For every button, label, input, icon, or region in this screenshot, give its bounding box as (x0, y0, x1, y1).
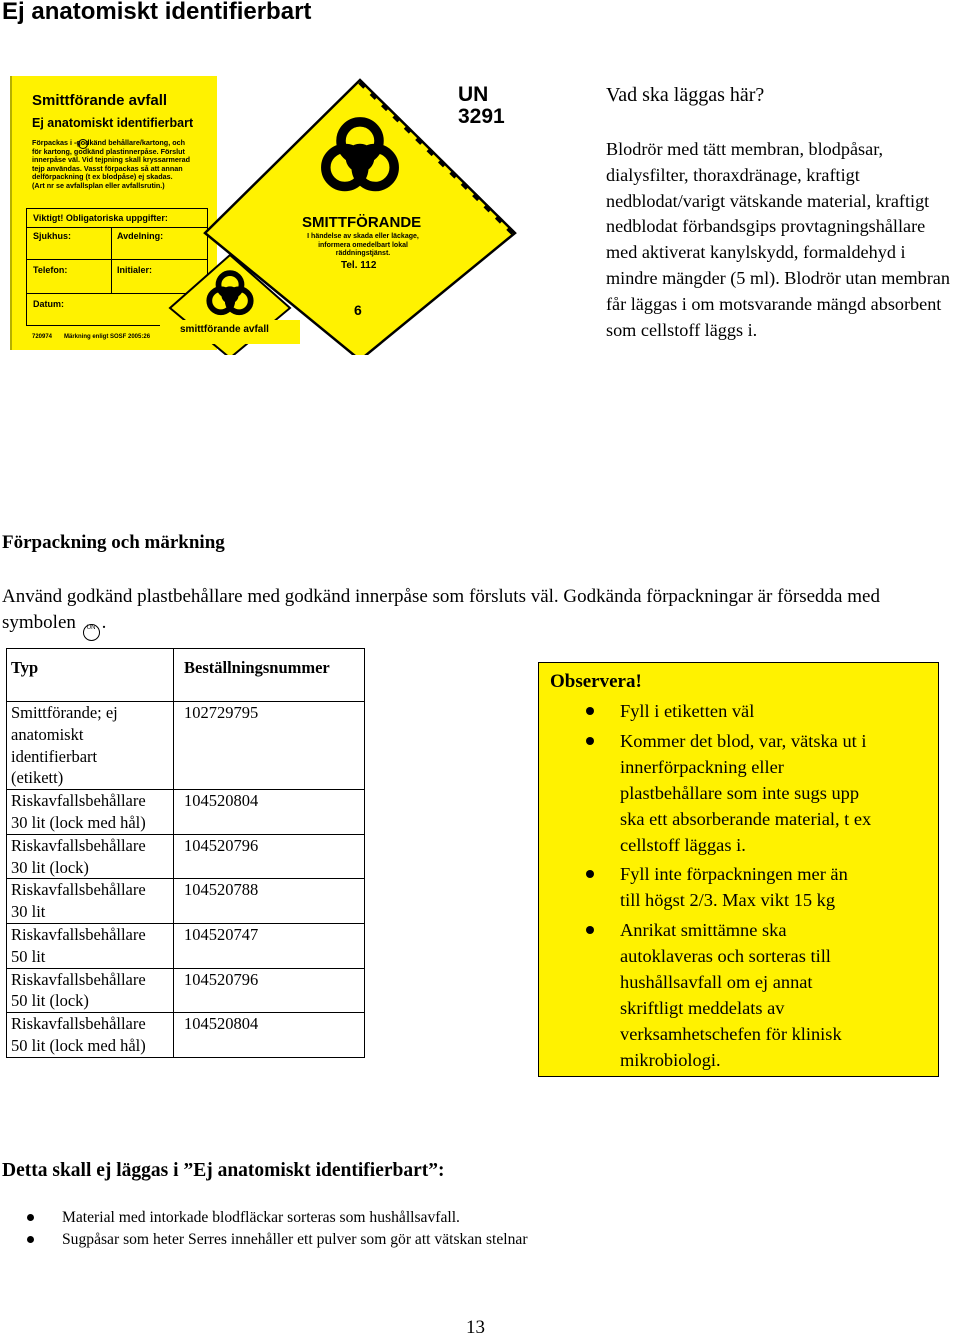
label-footer-text: Märkning enligt SOSF 2005:26 (64, 334, 151, 340)
label-instruction-1: Förpackas i -godkänd behållare/kartong, och (32, 138, 185, 147)
table-row (7, 702, 365, 790)
un-number (458, 84, 505, 128)
cell-type (7, 879, 174, 924)
cell-type-line: (etikett) (11, 768, 64, 788)
cell-type-line: 50 lit (lock) (11, 991, 89, 1011)
diamond-instructions (302, 233, 424, 259)
label-field-phone: Telefon: (33, 265, 68, 275)
cell-type (7, 968, 174, 1013)
cell-type-line: Riskavfallsbehållare (11, 969, 146, 989)
cell-type-line: Riskavfallsbehållare (11, 880, 146, 900)
diamond-phone: Tel. 112 (341, 260, 377, 271)
bullet-icon (586, 707, 594, 715)
label-instruction-2: för kartong, godkänd plastinnerpåse. Förslut (32, 146, 185, 156)
bullet-icon (586, 926, 594, 934)
list-item-text: Sugpåsar som heter Serres innehåller ett pulver som gör att vätskan stelnar (62, 1231, 528, 1248)
cell-type (7, 702, 174, 790)
small-diamond-caption: smittförande avfall (180, 324, 269, 335)
label-box-header: Viktigt! Obligatoriska uppgifter: (33, 213, 168, 223)
label-field-hospital: Sjukhus: (33, 231, 72, 241)
list-item-line: mikrobiologi. (620, 1049, 721, 1070)
cell-type-line: Riskavfallsbehållare (11, 924, 146, 944)
list-item-line: Fyll inte förpackningen mer än (620, 864, 848, 885)
cell-type-line: Riskavfallsbehållare (11, 1014, 146, 1034)
right-heading: Vad ska läggas här? (606, 84, 765, 106)
list-item (539, 918, 938, 1073)
cell-type-line: 30 lit (lock) (11, 857, 89, 877)
diamond-class-number: 6 (354, 302, 362, 318)
list-item-line: autoklaveras och sorteras till (620, 946, 831, 967)
cell-type-line: Riskavfallsbehållare (11, 835, 146, 855)
list-item-line: Anrikat smittämne ska (620, 920, 787, 941)
cell-order-number: 104520796 (174, 834, 365, 879)
diamond-line-2: informera omedelbart lokal (318, 241, 408, 249)
table-row (7, 1013, 365, 1058)
packaging-paragraph (2, 584, 952, 641)
diamond-title: SMITTFÖRANDE (302, 214, 422, 231)
label-instruction-5: delförpackning (t ex blodpåse) ej skadas. (32, 172, 173, 182)
cell-type-line: 50 lit (11, 946, 46, 966)
un-packaging-symbol-icon: UN (83, 624, 100, 641)
list-item-line: cellstoff läggas i. (620, 834, 746, 855)
list-item (539, 729, 938, 859)
table-row (7, 790, 365, 835)
list-item (539, 862, 938, 914)
cell-type-line: 30 lit (11, 902, 46, 922)
page-number: 13 (466, 1317, 485, 1338)
list-item (0, 1207, 528, 1229)
list-item-line: Kommer det blod, var, vätska ut i (620, 730, 867, 751)
list-item-line: till högst 2/3. Max vikt 15 kg (620, 890, 836, 911)
cell-type-line: 30 lit (lock med hål) (11, 812, 146, 832)
cell-type (7, 923, 174, 968)
cell-type-line: Smittförande; ej (11, 703, 118, 722)
label-title: Smittförande avfall (32, 92, 168, 109)
cell-order-number: 104520796 (174, 968, 365, 1013)
list-item (0, 1229, 528, 1251)
list-item-line: ska ett absorberande material, t ex (620, 808, 872, 829)
un-code: 3291 (458, 105, 505, 128)
diamond-line-3: räddningstjänst. (335, 250, 391, 257)
label-instruction-4: tejp användas. Vasst förpackas så att annan (32, 163, 183, 173)
list-item-text: Material med intorkade blodfläckar sorteras som hushållsavfall. (62, 1209, 460, 1226)
bullet-icon (586, 870, 594, 878)
bullet-icon (27, 1214, 34, 1221)
order-number-table (6, 648, 365, 1058)
label-field-date: Datum: (33, 299, 64, 309)
cell-order-number: 104520804 (174, 790, 365, 835)
cell-type (7, 790, 174, 835)
label-subtitle: Ej anatomiskt identifierbart (32, 116, 194, 130)
observe-box (538, 662, 939, 1077)
cell-type-line: identifierbart (11, 746, 98, 766)
list-item (539, 699, 938, 725)
table-row (7, 879, 365, 924)
bullet-icon (27, 1236, 34, 1243)
cell-order-number: 102729795 (174, 702, 365, 790)
right-text-block (606, 84, 960, 343)
label-instruction-3: innerpåse väl. Vid tejpning skall kryssarmerad (32, 155, 191, 165)
table-row (7, 968, 365, 1013)
column-header-type: Typ (7, 649, 174, 702)
packaging-heading: Förpackning och märkning (2, 532, 225, 553)
packaging-text-end: . (101, 612, 107, 633)
cell-type (7, 1013, 174, 1058)
label-footer-number: 720974 (32, 334, 53, 340)
cell-type-line: Riskavfallsbehållare (11, 791, 146, 811)
cell-type-line: anatomiskt (11, 724, 84, 744)
bullet-icon (586, 737, 594, 745)
un-label: UN (458, 83, 489, 106)
cell-order-number: 104520804 (174, 1013, 365, 1058)
table-row (7, 834, 365, 879)
list-item-line: innerförpackning eller (620, 756, 784, 777)
list-item-line: skriftligt meddelats av (620, 997, 785, 1018)
observe-title: Observera! (550, 671, 642, 692)
column-header-order-number: Beställningsnummer (174, 649, 365, 702)
un-packaging-symbol-icon (78, 139, 88, 149)
bottom-heading: Detta skall ej läggas i ”Ej anatomiskt identifierbart”: (2, 1160, 445, 1181)
observe-list (539, 699, 938, 1074)
label-field-department: Avdelning: (117, 231, 164, 241)
cell-order-number: 104520747 (174, 923, 365, 968)
cell-type-line: 50 lit (lock med hål) (11, 1035, 146, 1055)
cell-type (7, 834, 174, 879)
diamond-line-1: I händelse av skada eller läckage, (307, 233, 419, 240)
label-field-initials: Initialer: (117, 265, 153, 275)
table-row (7, 923, 365, 968)
list-item-line: hushållsavfall om ej annat (620, 972, 813, 993)
right-paragraph: Blodrör med tätt membran, blodpåsar, dialysfilter, thoraxdränage, kraftigt nedblodat/varigt vätskande material, kraftigt nedblodat förbandsgips provtagningshållare med aktiverat kanylskydd, formaldehyd i mindre mängder (5 ml). Blodrör utan membran får läggas i om motsvarande mängd absorbent som cellstoff läggs i. (606, 139, 950, 340)
table-header-row (7, 649, 365, 702)
cell-order-number: 104520788 (174, 879, 365, 924)
bottom-list (0, 1207, 528, 1251)
label-instruction-6: (Art nr se avfallsplan eller avfallsrutin.) (32, 181, 165, 190)
list-item-line: plastbehållare som inte sugs upp (620, 782, 860, 803)
packaging-text: Använd godkänd plastbehållare med godkänd innerpåse som försluts väl. Godkända förpackningar är försedda med symbolen (2, 586, 880, 633)
page-title: Ej anatomiskt identifierbart (2, 0, 312, 25)
list-item-line: Fyll i etiketten väl (620, 701, 755, 721)
list-item-line: verksamhetschefen för klinisk (620, 1023, 842, 1044)
